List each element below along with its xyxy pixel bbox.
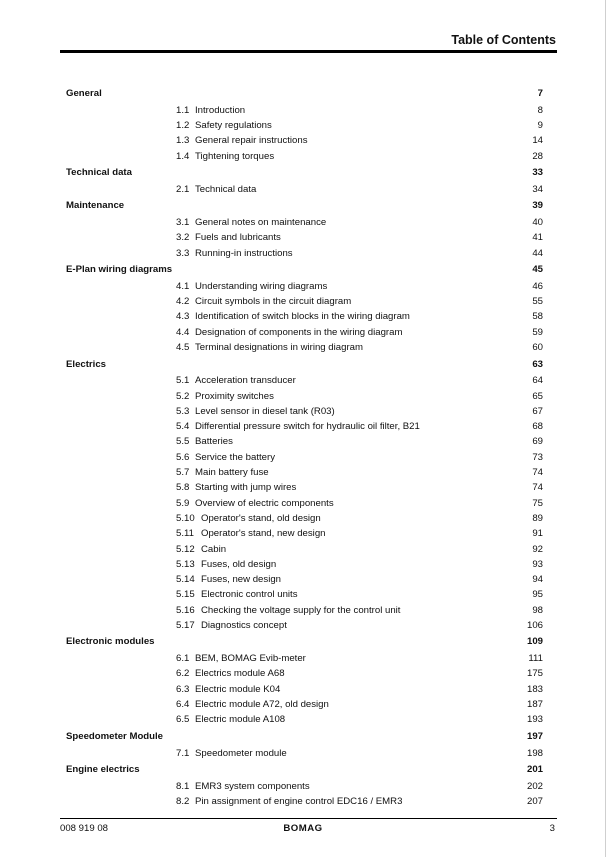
section-number: 5.8 (176, 482, 190, 494)
brand-name: BOMAG (283, 823, 323, 834)
section-number: 4.4 (176, 326, 190, 338)
section-title: Tightening torques (195, 150, 275, 162)
section-number: 5.3 (176, 405, 190, 417)
section-title: Diagnostics concept (201, 619, 287, 631)
toc-chapter[interactable] (0, 86, 606, 101)
toc-page-number: 111 (528, 653, 543, 665)
section-number: 6.5 (176, 714, 190, 726)
toc-entry[interactable] (0, 419, 606, 434)
toc-page-number: 183 (526, 683, 543, 695)
toc-page-number: 198 (526, 747, 543, 759)
toc-entry[interactable] (0, 149, 606, 164)
toc-entry[interactable] (0, 465, 606, 480)
toc-entry[interactable] (0, 215, 606, 230)
section-number: 5.14 (176, 574, 195, 586)
toc-entry[interactable] (0, 682, 606, 697)
section-number: 8.1 (176, 780, 190, 792)
toc-entry[interactable] (0, 389, 606, 404)
toc-page-number: 44 (532, 247, 543, 259)
section-title: Technical data (195, 183, 257, 195)
section-title: Fuses, old design (201, 558, 277, 570)
section-number: 1.4 (176, 150, 190, 162)
toc-chapter[interactable] (0, 357, 606, 372)
chapter-title: Electronic modules (66, 636, 155, 648)
section-number: 5.15 (176, 589, 195, 601)
section-number: 7.1 (176, 747, 190, 759)
toc-chapter[interactable] (0, 165, 606, 180)
toc-entry[interactable] (0, 712, 606, 727)
section-title: Proximity switches (195, 390, 274, 402)
table-of-contents (0, 85, 606, 809)
section-number: 5.10 (176, 512, 195, 524)
section-title: Checking the voltage supply for the control unit (201, 604, 401, 616)
toc-page-number: 46 (532, 280, 543, 292)
toc-page-number: 197 (526, 730, 543, 742)
toc-page-number: 55 (532, 296, 543, 308)
toc-page-number: 65 (532, 390, 543, 402)
toc-page-number: 175 (526, 668, 543, 680)
toc-entry[interactable] (0, 651, 606, 666)
section-title: General repair instructions (195, 135, 308, 147)
toc-entry[interactable] (0, 118, 606, 133)
section-number: 3.2 (176, 232, 190, 244)
toc-page-number: 201 (526, 764, 543, 775)
toc-page-number: 60 (532, 342, 543, 354)
toc-entry[interactable] (0, 309, 606, 324)
toc-entry[interactable] (0, 480, 606, 495)
toc-entry[interactable] (0, 404, 606, 419)
section-title: Differential pressure switch for hydraulic oil filter, B21 (195, 421, 420, 433)
section-number: 5.17 (176, 619, 195, 631)
header-rule (60, 50, 557, 53)
toc-page-number: 40 (532, 217, 543, 229)
section-title: Electric module K04 (195, 683, 281, 695)
section-number: 6.4 (176, 699, 190, 711)
section-title: Identification of switch blocks in the wiring diagram (195, 311, 410, 323)
toc-entry[interactable] (0, 557, 606, 572)
section-number: 5.7 (176, 467, 190, 479)
toc-page-number: 8 (537, 104, 543, 116)
section-title: Service the battery (195, 451, 275, 463)
section-number: 1.1 (176, 104, 190, 116)
toc-page-number: 91 (532, 528, 543, 540)
toc-entry[interactable] (0, 794, 606, 809)
toc-page-number: 95 (532, 589, 543, 601)
section-number: 5.12 (176, 543, 195, 555)
toc-entry[interactable] (0, 230, 606, 245)
toc-page-number: 39 (532, 200, 543, 212)
toc-entry[interactable] (0, 103, 606, 118)
chapter-title: Electrics (66, 358, 107, 370)
chapter-title: E-Plan wiring diagrams (66, 264, 173, 276)
toc-entry[interactable] (0, 572, 606, 587)
toc-entry[interactable] (0, 246, 606, 261)
toc-entry[interactable] (0, 697, 606, 712)
toc-entry[interactable] (0, 294, 606, 309)
toc-page-number: 92 (532, 543, 543, 555)
toc-page-number: 14 (532, 135, 543, 147)
toc-page-number: 75 (532, 497, 543, 509)
toc-page-number: 98 (532, 604, 543, 616)
toc-page-number: 94 (532, 574, 543, 586)
toc-entry[interactable] (0, 618, 606, 633)
toc-page-number: 187 (526, 699, 543, 711)
toc-page-number: 41 (532, 232, 543, 244)
section-number: 4.5 (176, 342, 190, 354)
page-number: 3 (549, 823, 555, 834)
section-number: 5.5 (176, 436, 190, 448)
section-title: Understanding wiring diagrams (195, 280, 328, 292)
section-number: 4.3 (176, 311, 190, 323)
section-title: Electric module A72, old design (195, 699, 329, 711)
toc-page-number: 193 (526, 714, 543, 726)
toc-chapter[interactable] (0, 198, 606, 213)
toc-page-number: 69 (532, 436, 543, 448)
section-title: Batteries (195, 436, 233, 448)
chapter-title: Engine electrics (66, 764, 140, 775)
toc-page-number: 45 (532, 264, 543, 276)
toc-page-number: 74 (532, 467, 543, 479)
toc-page-number: 68 (532, 421, 543, 433)
section-title: Fuels and lubricants (195, 232, 281, 244)
section-number: 5.16 (176, 604, 195, 616)
chapter-title: Technical data (66, 167, 132, 179)
toc-chapter[interactable] (0, 634, 606, 649)
section-title: Terminal designations in wiring diagram (195, 342, 363, 354)
toc-entry[interactable] (0, 434, 606, 449)
chapter-title: General (66, 88, 102, 100)
section-number: 2.1 (176, 183, 190, 195)
section-number: 5.11 (176, 528, 194, 540)
section-number: 5.4 (176, 421, 190, 433)
toc-entry[interactable] (0, 325, 606, 340)
section-title: BEM, BOMAG Evib-meter (195, 653, 306, 665)
toc-page-number: 63 (532, 358, 543, 370)
toc-chapter[interactable] (0, 762, 606, 777)
toc-page-number: 28 (532, 150, 543, 162)
section-title: Electronic control units (201, 589, 298, 601)
toc-entry[interactable] (0, 182, 606, 197)
section-title: Main battery fuse (195, 467, 269, 479)
section-title: EMR3 system components (195, 780, 310, 792)
toc-entry[interactable] (0, 279, 606, 294)
section-title: Acceleration transducer (195, 375, 296, 387)
section-number: 1.3 (176, 135, 190, 147)
section-title: Level sensor in diesel tank (R03) (195, 405, 335, 417)
toc-entry[interactable] (0, 511, 606, 526)
section-title: General notes on maintenance (195, 217, 327, 229)
section-number: 5.2 (176, 390, 190, 402)
section-number: 6.2 (176, 668, 190, 680)
section-title: Safety regulations (195, 120, 272, 132)
toc-entry[interactable] (0, 666, 606, 681)
toc-page-number: 106 (526, 619, 543, 631)
toc-page-number: 59 (532, 326, 543, 338)
section-title: Introduction (195, 104, 246, 116)
toc-page-number: 64 (532, 375, 543, 387)
section-number: 1.2 (176, 120, 190, 132)
toc-page-number: 202 (526, 780, 543, 792)
toc-entry[interactable] (0, 373, 606, 388)
toc-entry[interactable] (0, 450, 606, 465)
section-number: 3.3 (176, 247, 190, 259)
footer-rule (60, 818, 557, 819)
section-number: 5.1 (176, 375, 190, 387)
section-title: Cabin (201, 543, 227, 555)
toc-entry[interactable] (0, 779, 606, 794)
document-number: 008 919 08 (60, 823, 109, 834)
toc-chapter[interactable] (0, 729, 606, 744)
toc-page-number: 109 (526, 636, 543, 648)
section-number: 4.2 (176, 296, 190, 308)
section-title: Speedometer module (195, 747, 287, 759)
section-number: 4.1 (176, 280, 190, 292)
section-number: 5.9 (176, 497, 190, 509)
section-title: Fuses, new design (201, 574, 281, 586)
section-title: Operator's stand, old design (201, 512, 321, 524)
section-title: Electric module A108 (195, 714, 286, 726)
toc-page-number: 7 (537, 88, 543, 100)
toc-page-number: 89 (532, 512, 543, 524)
section-number: 8.2 (176, 795, 190, 807)
section-number: 5.6 (176, 451, 190, 463)
toc-page-number: 207 (526, 795, 543, 807)
chapter-title: Maintenance (66, 200, 125, 212)
section-number: 6.3 (176, 683, 190, 695)
section-title: Designation of components in the wiring diagram (195, 326, 403, 338)
section-title: Circuit symbols in the circuit diagram (195, 296, 352, 308)
toc-entry[interactable] (0, 542, 606, 557)
toc-page-number: 34 (532, 183, 543, 195)
toc-page-number: 67 (532, 405, 543, 417)
section-title: Overview of electric components (195, 497, 334, 509)
toc-entry[interactable] (0, 340, 606, 355)
section-title: Pin assignment of engine control EDC16 / EMR3 (195, 795, 403, 807)
toc-page-number: 73 (532, 451, 543, 463)
toc-chapter[interactable] (0, 262, 606, 277)
toc-entry[interactable] (0, 746, 606, 761)
section-number: 6.1 (176, 653, 190, 665)
toc-page-number: 93 (532, 558, 543, 570)
toc-page-number: 58 (532, 311, 543, 323)
section-title: Running-in instructions (195, 247, 293, 259)
section-title: Electrics module A68 (195, 668, 285, 680)
toc-page-number: 74 (532, 482, 543, 494)
toc-page-number: 9 (537, 120, 543, 132)
chapter-title: Speedometer Module (66, 730, 164, 742)
toc-entry[interactable] (0, 496, 606, 511)
page-title: Table of Contents (451, 33, 556, 47)
toc-entry[interactable] (0, 603, 606, 618)
section-title: Operator's stand, new design (201, 528, 326, 540)
section-number: 5.13 (176, 558, 195, 570)
toc-entry[interactable] (0, 587, 606, 602)
toc-entry[interactable] (0, 133, 606, 148)
section-title: Starting with jump wires (195, 482, 297, 494)
section-number: 3.1 (176, 217, 190, 229)
toc-page-number: 33 (532, 167, 543, 179)
toc-entry[interactable] (0, 526, 606, 541)
